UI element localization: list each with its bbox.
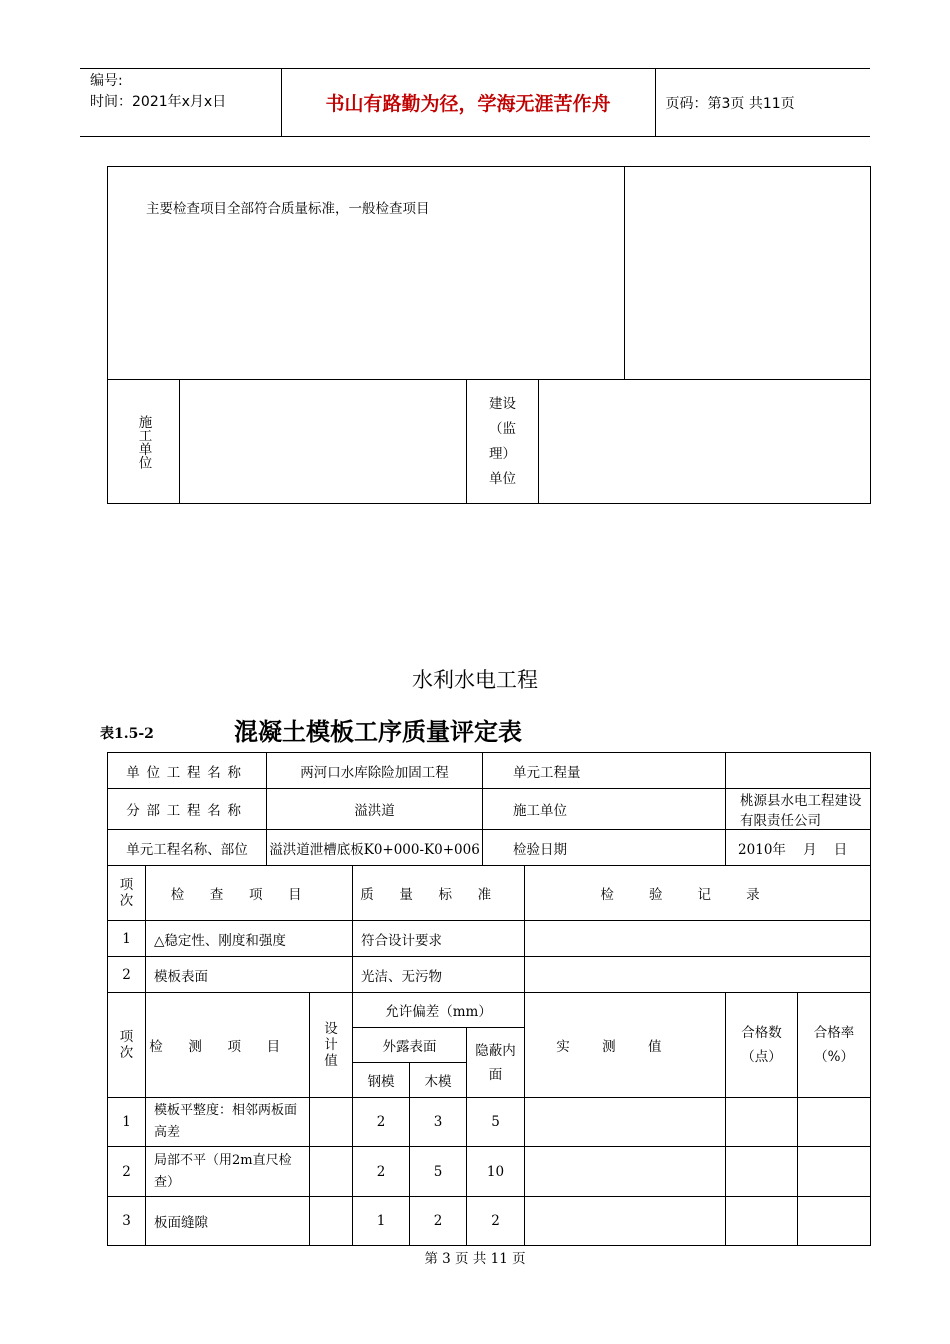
- table-number: 表1.5-2: [100, 726, 154, 742]
- measurement-row: [108, 1147, 871, 1197]
- measurement-row: [108, 1197, 871, 1246]
- info-value2: [726, 753, 871, 789]
- measurement-row: [108, 1098, 871, 1147]
- measurement-design: [310, 1147, 353, 1197]
- inspection-item: 模板表面: [146, 957, 353, 993]
- measurement-pass-rate: [798, 1098, 871, 1147]
- measurement-wood: 2: [410, 1197, 467, 1246]
- measurement-hidden: 5: [467, 1098, 525, 1147]
- inspection-item-header: 检查项目: [146, 866, 353, 921]
- measurement-steel: 1: [353, 1197, 410, 1246]
- inspection-no: 1: [108, 921, 146, 957]
- measurement-hidden: 10: [467, 1147, 525, 1197]
- info-value2: 2010年 月 日: [726, 830, 871, 866]
- doc-subtitle: 水利水电工程: [412, 668, 538, 692]
- pass-rate-header: 合格率（%）: [798, 993, 871, 1098]
- supervision-label-line: 建设: [489, 395, 516, 412]
- info-label2: 单元工程量: [483, 753, 726, 789]
- inspection-no-header: 项次: [108, 866, 146, 921]
- info-row: [108, 753, 871, 789]
- pass-count-header: 合格数（点）: [726, 993, 798, 1098]
- inspection-header-row: [108, 866, 871, 921]
- inspection-standard: 符合设计要求: [353, 921, 525, 957]
- info-label: 单元工程名称、部位: [108, 830, 267, 866]
- header-meta: [80, 69, 281, 137]
- supervision-label-line: 单位: [489, 470, 516, 487]
- measurement-wood: 3: [410, 1098, 467, 1147]
- measurement-pass-rate: [798, 1197, 871, 1246]
- motto: 书山有路勤为径，学海无涯苦作舟: [281, 69, 655, 137]
- design-value-header: 设计值: [310, 993, 353, 1098]
- construction-unit-label: 施工单位: [135, 414, 152, 469]
- evaluation-table: [107, 752, 871, 1246]
- supervision-sign-cell: [539, 380, 871, 504]
- inspection-standard: 光洁、无污物: [353, 957, 525, 993]
- exposed-surface-header: 外露表面: [353, 1028, 467, 1063]
- measurement-item: 板面缝隙: [146, 1197, 310, 1246]
- info-value: 溢洪道泄槽底板K0+000-K0+006: [267, 830, 483, 866]
- measured-header: 实测值: [525, 993, 726, 1098]
- page-label: 页码：第3页 共11页: [655, 69, 870, 137]
- construction-unit-sign-cell: [180, 380, 467, 504]
- construction-unit-label-cell: [108, 380, 180, 504]
- steel-form-header: 钢模: [353, 1063, 410, 1098]
- measurement-item-header: 检测项目: [146, 993, 310, 1098]
- signature-table: [107, 166, 871, 504]
- page-header: [80, 68, 870, 137]
- supervision-label-line: 理）: [489, 445, 516, 462]
- measurement-no: 1: [108, 1098, 146, 1147]
- info-value2: 桃源县水电工程建设有限责任公司: [726, 789, 871, 830]
- measurement-measured: [525, 1147, 726, 1197]
- info-row: [108, 789, 871, 830]
- measurement-design: [310, 1197, 353, 1246]
- info-label: 单位工程名称: [108, 753, 267, 789]
- measurement-pass-count: [726, 1147, 798, 1197]
- measurement-item: 局部不平（用2m直尺检查）: [146, 1147, 310, 1197]
- measurement-item: 模板平整度：相邻两板面高差: [146, 1098, 310, 1147]
- table-title: 混凝土模板工序质量评定表: [234, 718, 522, 746]
- measurement-header-row: [108, 993, 871, 1028]
- measurement-steel: 2: [353, 1147, 410, 1197]
- supervision-label-line: （监: [489, 420, 516, 437]
- info-row: [108, 830, 871, 866]
- hidden-inner-header: 隐蔽内面: [467, 1028, 525, 1098]
- supervision-label-cell: [467, 380, 539, 504]
- wood-form-header: 木模: [410, 1063, 467, 1098]
- measurement-steel: 2: [353, 1098, 410, 1147]
- info-label2: 施工单位: [483, 789, 726, 830]
- measurement-pass-rate: [798, 1147, 871, 1197]
- measurement-measured: [525, 1197, 726, 1246]
- inspection-record: [525, 921, 871, 957]
- conclusion-note: 主要检查项目全部符合质量标准，一般检查项目: [146, 201, 430, 217]
- measurement-no-header: 项次: [108, 993, 146, 1098]
- measurement-pass-count: [726, 1197, 798, 1246]
- conclusion-cell: [108, 167, 625, 380]
- info-label2: 检验日期: [483, 830, 726, 866]
- inspection-record-header: 检验记录: [525, 866, 871, 921]
- measurement-design: [310, 1098, 353, 1147]
- inspection-row: [108, 957, 871, 993]
- inspection-item: △稳定性、刚度和强度: [146, 921, 353, 957]
- measurement-hidden: 2: [467, 1197, 525, 1246]
- serial-label: 编号:: [90, 73, 123, 89]
- tolerance-header: 允许偏差（mm）: [353, 993, 525, 1028]
- conclusion-sign-cell: [625, 167, 871, 380]
- inspection-row: [108, 921, 871, 957]
- inspection-record: [525, 957, 871, 993]
- measurement-measured: [525, 1098, 726, 1147]
- time-label: 时间：2021年x月x日: [90, 94, 227, 110]
- inspection-no: 2: [108, 957, 146, 993]
- measurement-pass-count: [726, 1098, 798, 1147]
- measurement-wood: 5: [410, 1147, 467, 1197]
- info-value: 溢洪道: [267, 789, 483, 830]
- measurement-no: 2: [108, 1147, 146, 1197]
- info-label: 分部工程名称: [108, 789, 267, 830]
- inspection-standard-header: 质量标准: [353, 866, 525, 921]
- measurement-no: 3: [108, 1197, 146, 1246]
- page-footer: 第 3 页 共 11 页: [424, 1251, 526, 1267]
- info-value: 两河口水库除险加固工程: [267, 753, 483, 789]
